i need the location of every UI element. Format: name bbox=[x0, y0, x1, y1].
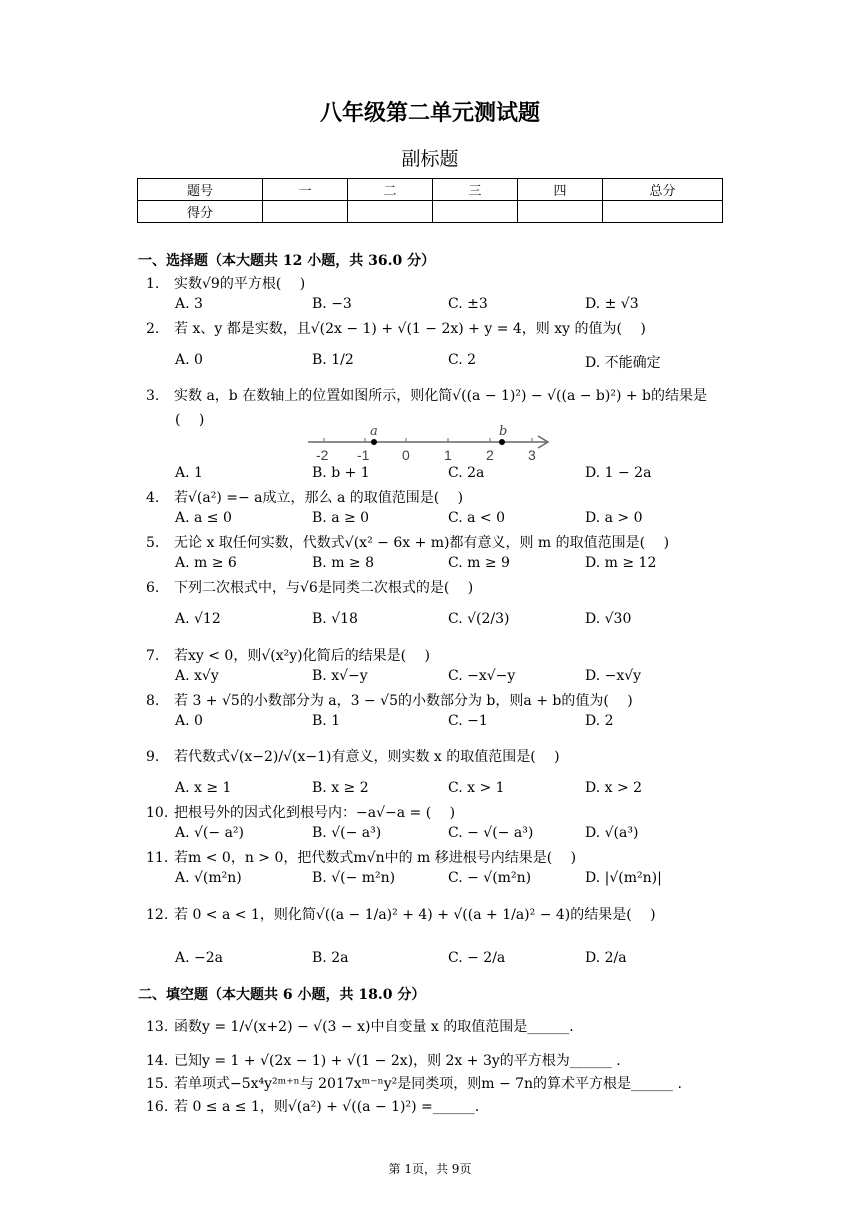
question-text: 无论 x 取任何实数，代数式√(x² − 6x + m)都有意义，则 m 的取值范围是( ) bbox=[174, 535, 670, 551]
question-text: 若xy < 0，则√(x²y)化简后的结果是( ) bbox=[174, 648, 430, 664]
score-cell bbox=[348, 201, 433, 223]
option: B. m ≥ 8 bbox=[312, 555, 375, 571]
option: C. x > 1 bbox=[448, 780, 505, 796]
score-header-cell: 三 bbox=[433, 179, 518, 201]
question-text: 若 3 + √5的小数部分为 a，3 − √5的小数部分为 b，则a + b的值为( ) bbox=[174, 693, 633, 709]
question-16 bbox=[146, 1096, 479, 1116]
question-4-options bbox=[175, 510, 735, 530]
tick-label: 2 bbox=[486, 447, 494, 463]
option: A. √(− a²) bbox=[175, 825, 244, 841]
option: C. −x√−y bbox=[448, 668, 516, 684]
question-11 bbox=[146, 847, 576, 867]
option: D. 2 bbox=[585, 713, 614, 729]
question-text: 把根号外的因式化到根号内：−a√−a = ( ) bbox=[174, 805, 456, 821]
option: A. 1 bbox=[175, 465, 203, 481]
question-1 bbox=[146, 273, 305, 293]
question-12-options bbox=[175, 950, 735, 970]
question-text: 若单项式−5x⁴y²ᵐ⁺ⁿ与 2017xᵐ⁻ⁿy²是同类项，则m − 7n的算术平方根是______ . bbox=[174, 1076, 682, 1092]
score-header-cell: 四 bbox=[518, 179, 603, 201]
question-14 bbox=[146, 1050, 621, 1070]
question-5-options bbox=[175, 555, 735, 575]
question-number: 11. bbox=[146, 850, 169, 866]
option: C. − √(m²n) bbox=[448, 870, 532, 886]
option: B. √(− a³) bbox=[312, 825, 382, 841]
question-8 bbox=[146, 690, 633, 710]
question-text: 若 x、y 都是实数，且√(2x − 1) + √(1 − 2x) + y = 4，则 xy 的值为( ) bbox=[174, 321, 646, 337]
question-6-options bbox=[175, 611, 735, 631]
option: A. x ≥ 1 bbox=[175, 780, 232, 796]
score-header-row bbox=[138, 179, 723, 201]
option: B. √18 bbox=[312, 611, 358, 627]
question-4 bbox=[146, 487, 463, 507]
section-heading-fill: 二、填空题（本大题共 6 小题，共 18.0 分） bbox=[138, 987, 426, 1003]
option: D. x > 2 bbox=[585, 780, 643, 796]
option: C. 2a bbox=[448, 465, 485, 481]
option: A. x√y bbox=[175, 668, 219, 684]
score-header-cell: 二 bbox=[348, 179, 433, 201]
tick-label: -1 bbox=[357, 447, 370, 463]
question-text: 若 0 ≤ a ≤ 1，则√(a²) + √((a − 1)²) =______. bbox=[174, 1099, 480, 1115]
option: B. 1 bbox=[312, 713, 341, 729]
question-10 bbox=[146, 802, 455, 822]
question-number: 1. bbox=[146, 276, 160, 292]
question-15 bbox=[146, 1073, 682, 1093]
question-number: 6. bbox=[146, 580, 160, 596]
question-text: 若m < 0，n > 0，把代数式m√n中的 m 移进根号内结果是( ) bbox=[174, 850, 577, 866]
question-number: 5. bbox=[146, 535, 160, 551]
option: D. 不能确定 bbox=[585, 355, 661, 371]
option: A. a ≤ 0 bbox=[175, 510, 232, 526]
question-number: 12. bbox=[146, 907, 169, 923]
option: A. √12 bbox=[175, 611, 221, 627]
question-2-options bbox=[175, 352, 735, 372]
score-row-label: 得分 bbox=[138, 201, 263, 223]
question-12 bbox=[146, 904, 656, 924]
question-number: 7. bbox=[146, 648, 160, 664]
question-6 bbox=[146, 577, 473, 597]
option: D. a > 0 bbox=[585, 510, 643, 526]
question-9-options bbox=[175, 780, 735, 800]
option: C. √(2/3) bbox=[448, 611, 510, 627]
question-text: 若 0 < a < 1，则化简√((a − 1/a)² + 4) + √((a + 1/a)² − 4)的结果是( ) bbox=[174, 907, 656, 923]
section-heading-choice: 一、选择题（本大题共 12 小题，共 36.0 分） bbox=[138, 253, 436, 269]
score-cell bbox=[433, 201, 518, 223]
question-text: 实数√9的平方根( ) bbox=[174, 276, 306, 292]
score-table bbox=[137, 178, 723, 223]
option: C. −1 bbox=[448, 713, 488, 729]
score-row bbox=[138, 201, 723, 223]
option: B. −3 bbox=[312, 296, 352, 312]
option: A. −2a bbox=[175, 950, 223, 966]
page-title: 八年级第二单元测试题 bbox=[319, 100, 540, 126]
question-7-options bbox=[175, 668, 735, 688]
score-cell bbox=[518, 201, 603, 223]
point-b-label: b bbox=[499, 424, 508, 439]
question-number: 3. bbox=[146, 388, 160, 404]
option: B. 2a bbox=[312, 950, 349, 966]
tick-label: -2 bbox=[316, 447, 329, 463]
question-9 bbox=[146, 746, 560, 766]
question-text: 函数y = 1/√(x+2) − √(3 − x)中自变量 x 的取值范围是______. bbox=[174, 1019, 574, 1035]
option: D. 1 − 2a bbox=[585, 465, 652, 481]
question-number: 9. bbox=[146, 749, 160, 765]
option: A. 3 bbox=[175, 296, 203, 312]
question-8-options bbox=[175, 713, 735, 733]
score-header-cell: 总分 bbox=[603, 179, 723, 201]
option: D. |√(m²n)| bbox=[585, 870, 662, 886]
option: B. 1/2 bbox=[312, 352, 354, 368]
score-cell bbox=[603, 201, 723, 223]
option: A. 0 bbox=[175, 352, 203, 368]
option: C. 2 bbox=[448, 352, 477, 368]
question-number: 10. bbox=[146, 805, 169, 821]
option: B. √(− m²n) bbox=[312, 870, 396, 886]
question-number: 16. bbox=[146, 1099, 169, 1115]
page-subtitle: 副标题 bbox=[401, 148, 459, 170]
question-text: 实数 a，b 在数轴上的位置如图所示，则化简√((a − 1)²) − √((a − b)²) + b的结果是 bbox=[174, 388, 708, 404]
number-line-figure bbox=[306, 424, 556, 464]
question-number: 15. bbox=[146, 1076, 169, 1092]
page-footer: 第 1页，共 9页 bbox=[388, 1162, 472, 1176]
option: C. m ≥ 9 bbox=[448, 555, 510, 571]
option: C. − 2/a bbox=[448, 950, 506, 966]
option: C. a < 0 bbox=[448, 510, 505, 526]
point-a-label: a bbox=[370, 424, 378, 439]
question-number: 14. bbox=[146, 1053, 169, 1069]
question-5 bbox=[146, 532, 669, 552]
option: B. x√−y bbox=[312, 668, 368, 684]
option: A. 0 bbox=[175, 713, 203, 729]
option: A. m ≥ 6 bbox=[175, 555, 237, 571]
question-number: 13. bbox=[146, 1019, 169, 1035]
question-text: 若代数式√(x−2)/√(x−1)有意义，则实数 x 的取值范围是( ) bbox=[174, 749, 560, 765]
option: C. − √(− a³) bbox=[448, 825, 534, 841]
score-header-cell: 题号 bbox=[138, 179, 263, 201]
question-text: 若√(a²) =− a成立，那么 a 的取值范围是( ) bbox=[174, 490, 464, 506]
option: C. ±3 bbox=[448, 296, 488, 312]
question-text: 下列二次根式中，与√6是同类二次根式的是( ) bbox=[174, 580, 474, 596]
option: D. √30 bbox=[585, 611, 632, 627]
question-3-options bbox=[175, 465, 735, 485]
option: D. m ≥ 12 bbox=[585, 555, 657, 571]
score-cell bbox=[263, 201, 348, 223]
question-3-paren: ( ) bbox=[175, 412, 205, 428]
point-a bbox=[371, 439, 377, 445]
question-1-options bbox=[175, 296, 735, 316]
tick-label: 3 bbox=[528, 447, 536, 463]
question-3 bbox=[146, 385, 707, 405]
question-10-options bbox=[175, 825, 735, 845]
option: D. −x√y bbox=[585, 668, 642, 684]
question-text: 已知y = 1 + √(2x − 1) + √(1 − 2x)，则 2x + 3y的平方根为______ . bbox=[174, 1053, 621, 1069]
tick-label: 1 bbox=[444, 447, 452, 463]
option: B. x ≥ 2 bbox=[312, 780, 369, 796]
score-header-cell: 一 bbox=[263, 179, 348, 201]
option: B. a ≥ 0 bbox=[312, 510, 370, 526]
question-number: 2. bbox=[146, 321, 160, 337]
tick-label: 0 bbox=[402, 447, 410, 463]
question-11-options bbox=[175, 870, 735, 890]
question-7 bbox=[146, 645, 430, 665]
point-b bbox=[499, 439, 505, 445]
option: D. √(a³) bbox=[585, 825, 639, 841]
question-number: 8. bbox=[146, 693, 160, 709]
option: D. ± √3 bbox=[585, 296, 639, 312]
question-13 bbox=[146, 1016, 574, 1036]
question-number: 4. bbox=[146, 490, 160, 506]
question-2 bbox=[146, 318, 646, 338]
option: B. b + 1 bbox=[312, 465, 370, 481]
option: A. √(m²n) bbox=[175, 870, 242, 886]
option: D. 2/a bbox=[585, 950, 627, 966]
